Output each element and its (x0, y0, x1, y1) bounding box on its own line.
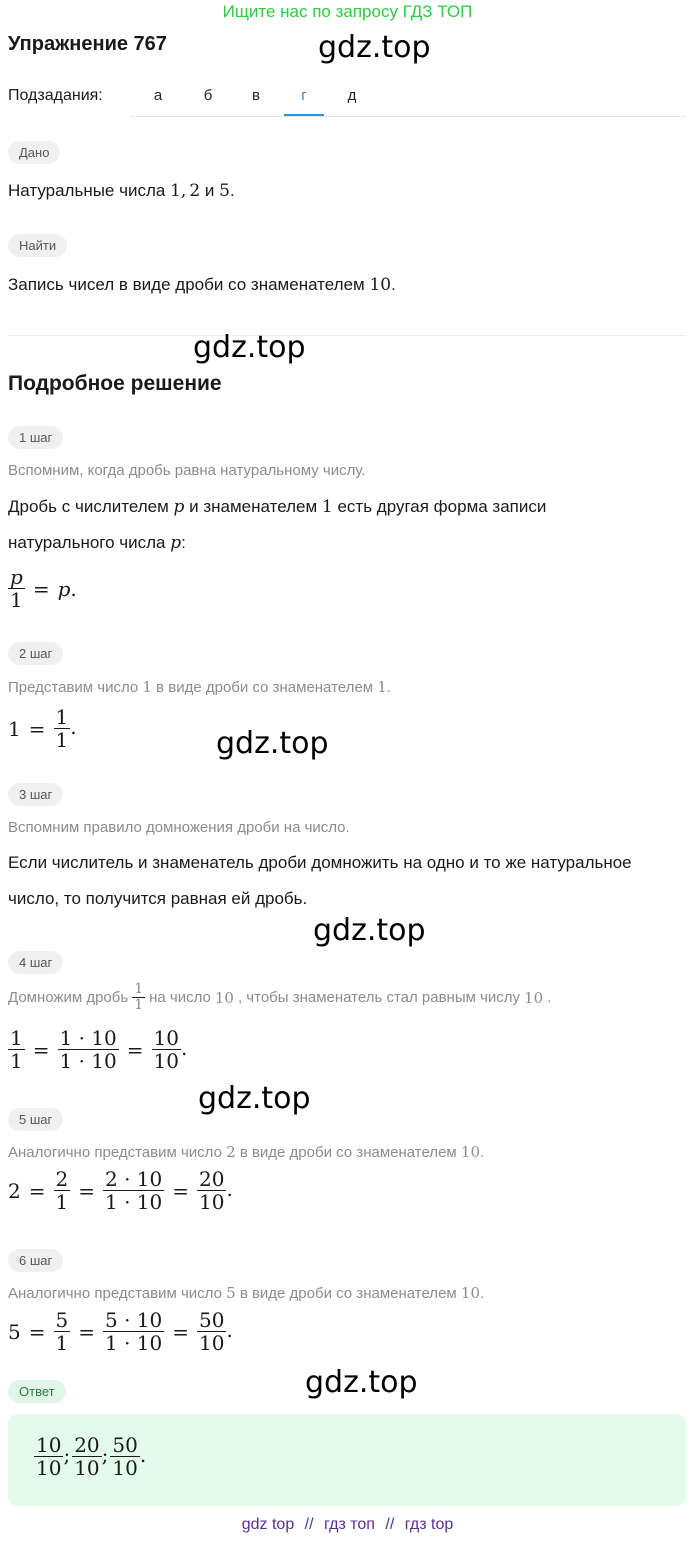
find-badge: Найти (8, 234, 67, 257)
promo-banner: Ищите нас по запросу ГДЗ ТОП (222, 2, 473, 21)
footer-link[interactable]: gdz top (241, 1516, 295, 1533)
subtasks-tabs (130, 87, 686, 117)
watermark: gdz.top (193, 330, 306, 365)
step-hint: Аналогично представим число 2 в виде дроби со знаменателем 10. (8, 1143, 485, 1161)
tab-d[interactable]: д (347, 87, 357, 104)
step-text: Если числитель и знаменатель дроби домножить на одно и то же натуральное (8, 853, 632, 872)
formula: 5 = $\frac{5}{1}$ = $\frac{5 \cdot 10}{1 \cdot 10}$ = $\frac{50}{10}$ . (8, 1308, 233, 1355)
step-badge: 2 шаг (8, 642, 63, 665)
watermark: gdz.top (216, 726, 329, 761)
step-hint: Домножим дробь $\frac{1}{1}$ на число 10 , чтобы знаменатель стал равным числу 10 . (8, 981, 552, 1014)
given-badge: Дано (8, 141, 60, 164)
find-text: Запись чисел в виде дроби со знаменателем 10. (8, 275, 396, 295)
solution-title: Подробное решение (8, 372, 222, 395)
step-badge: 5 шаг (8, 1108, 63, 1131)
given-text: Натуральные числа 1, 2 и 5. (8, 181, 235, 201)
step-badge: 4 шаг (8, 951, 63, 974)
watermark: gdz.top (313, 913, 426, 948)
subtasks-label: Подзадания: (8, 87, 103, 104)
step-hint: Вспомним, когда дробь равна натуральному числу. (8, 462, 366, 479)
formula: $\frac{p}{1}$ = p. (10, 565, 77, 612)
step-text: число, то получится равная ей дробь. (8, 889, 308, 908)
subtasks-row (8, 87, 686, 117)
watermark: gdz.top (318, 30, 431, 65)
tab-v[interactable]: в (252, 87, 260, 104)
tab-a[interactable]: а (153, 87, 163, 104)
answer-formula: $\frac{10}{10}$ ; $\frac{20}{10}$ ; $\frac{50}{10}$ . (36, 1433, 147, 1480)
tab-g[interactable]: г (284, 87, 324, 116)
footer-link[interactable]: гдз top (404, 1516, 454, 1533)
step-text: Дробь с числителем p и знаменателем 1 есть другая форма записи (8, 497, 547, 517)
watermark: gdz.top (198, 1081, 311, 1116)
divider (8, 335, 686, 336)
step-hint: Вспомним правило домножения дроби на число. (8, 819, 350, 836)
formula: $\frac{1}{1}$ = $\frac{1 \cdot 10}{1 \cdot 10}$ = $\frac{10}{10}$ . (10, 1026, 188, 1073)
step-badge: 1 шаг (8, 426, 63, 449)
step-hint: Представим число 1 в виде дроби со знаменателем 1. (8, 678, 391, 696)
formula: 2 = $\frac{2}{1}$ = $\frac{2 \cdot 10}{1 \cdot 10}$ = $\frac{20}{10}$ . (8, 1167, 233, 1214)
step-hint: Аналогично представим число 5 в виде дроби со знаменателем 10. (8, 1284, 485, 1302)
footer-link[interactable]: гдз топ (324, 1516, 375, 1533)
page-title: Упражнение 767 (8, 33, 167, 55)
step-text: натурального числа p: (8, 533, 186, 553)
step-badge: 3 шаг (8, 783, 63, 806)
formula: 1 = $\frac{1}{1}$ . (8, 705, 77, 752)
tab-b[interactable]: б (203, 87, 213, 104)
footer-links: gdz top // гдз топ // гдз top (241, 1516, 454, 1533)
answer-box (8, 1414, 686, 1506)
answer-badge: Ответ (8, 1380, 66, 1403)
watermark: gdz.top (305, 1365, 418, 1400)
step-badge: 6 шаг (8, 1249, 63, 1272)
